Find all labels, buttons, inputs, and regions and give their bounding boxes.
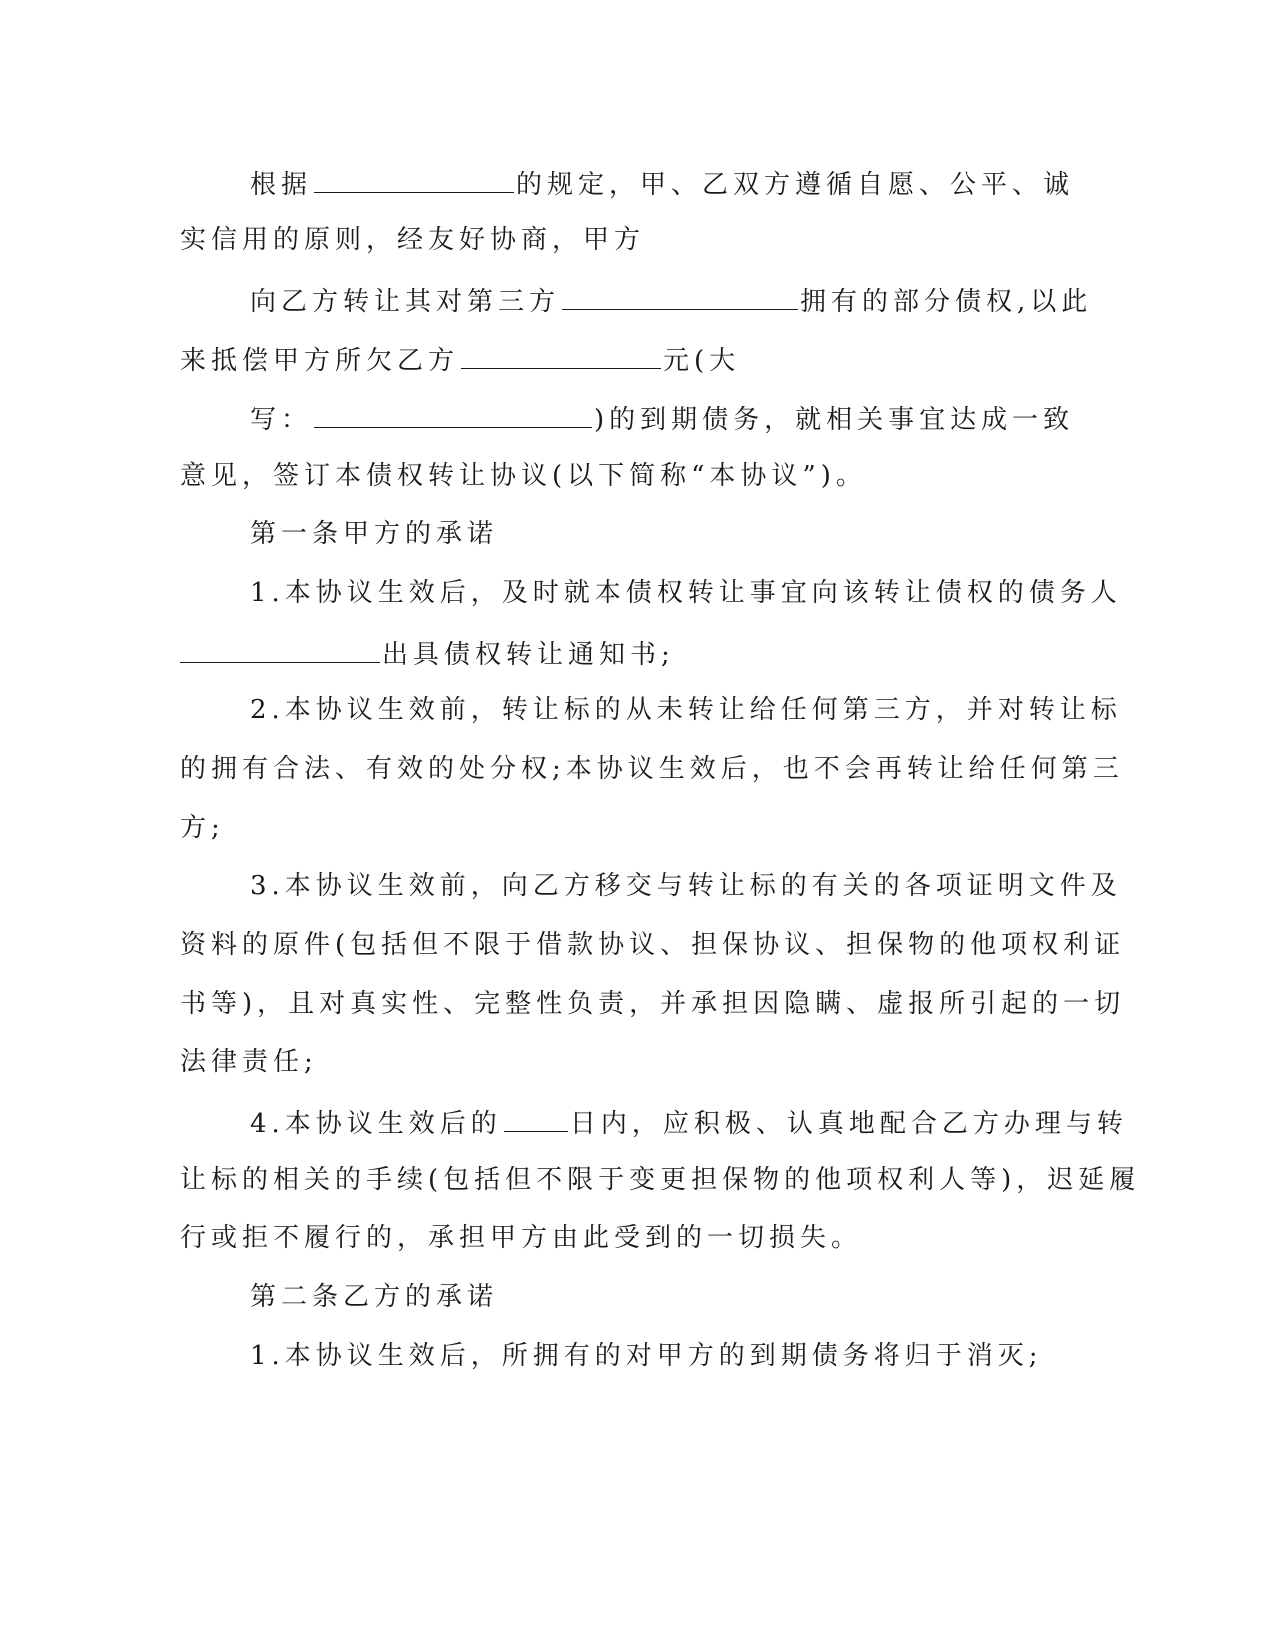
text-line	[250, 283, 1092, 318]
text-span: 来抵偿甲方所欠乙方	[180, 346, 460, 376]
fill-in-blank-amount-words[interactable]	[314, 401, 592, 428]
text-span: 根据	[250, 170, 313, 200]
text-line: 书等)，且对真实性、完整性负责，并承担因隐瞒、虚报所引起的一切	[180, 989, 1126, 1019]
text-line: 方;	[180, 813, 225, 843]
text-line: 3.本协议生效前，向乙方移交与转让标的有关的各项证明文件及	[250, 871, 1122, 901]
text-span: 出具债权转让通知书;	[382, 640, 675, 670]
text-line: 让标的相关的手续(包括但不限于变更担保物的他项权利人等)，迟延履	[180, 1165, 1141, 1195]
text-span: 写：	[250, 405, 313, 435]
text-line: 实信用的原则，经友好协商，甲方	[180, 225, 646, 255]
article-heading: 第一条甲方的承诺	[250, 519, 499, 549]
text-span: 向乙方转让其对第三方	[250, 287, 561, 317]
text-line: 法律责任;	[180, 1047, 318, 1077]
text-span: 日内，应积极、认真地配合乙方办理与转	[569, 1109, 1128, 1139]
text-line: 资料的原件(包括但不限于借款协议、担保协议、担保物的他项权利证	[180, 930, 1126, 960]
text-line	[250, 166, 1074, 201]
text-span: 的规定，甲、乙双方遵循自愿、公平、诚	[516, 170, 1075, 200]
text-line	[180, 636, 675, 671]
text-span: 拥有的部分债权,以此	[800, 287, 1093, 317]
text-line: 意见，签订本债权转让协议(以下简称“本协议”)。	[180, 461, 867, 491]
fill-in-blank-amount[interactable]	[461, 342, 661, 369]
text-span: 4.本协议生效后的	[250, 1109, 502, 1139]
text-line: 1.本协议生效后，所拥有的对甲方的到期债务将归于消灭;	[250, 1341, 1043, 1371]
fill-in-blank-debtor[interactable]	[180, 636, 380, 663]
text-line	[250, 401, 1074, 436]
text-line	[180, 342, 740, 377]
text-span: 元(大	[663, 346, 741, 376]
text-span: )的到期债务，就相关事宜达成一致	[594, 405, 1075, 435]
article-heading: 第二条乙方的承诺	[250, 1282, 499, 1312]
text-line: 行或拒不履行的，承担甲方由此受到的一切损失。	[180, 1223, 863, 1253]
text-line: 1.本协议生效后，及时就本债权转让事宜向该转让债权的债务人	[250, 578, 1122, 608]
text-line: 2.本协议生效前，转让标的从未转让给任何第三方，并对转让标	[250, 695, 1122, 725]
fill-in-blank-days[interactable]	[504, 1105, 568, 1132]
text-line	[250, 1105, 1128, 1140]
fill-in-blank-law[interactable]	[314, 166, 514, 193]
fill-in-blank-third-party[interactable]	[562, 283, 798, 310]
text-line: 的拥有合法、有效的处分权;本协议生效后，也不会再转让给任何第三	[180, 754, 1124, 784]
